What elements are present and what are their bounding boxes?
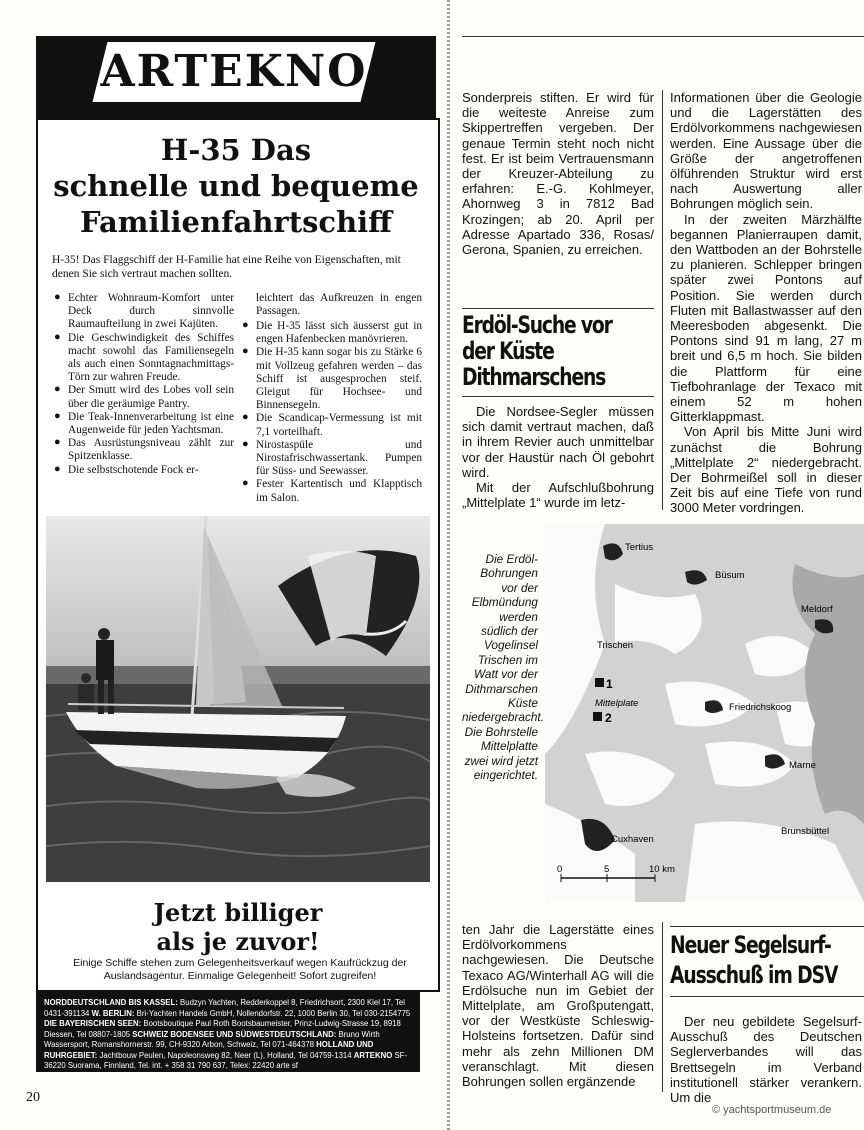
watermark: © yachtsportmuseum.de [712, 1104, 832, 1116]
paragraph: Die Nordsee-Segler müssen sich damit vertraut machen, daß in ihrem Revier auch unmittelbar vor der Haustür nach Öl gebohrt wird. [462, 404, 654, 480]
scale-label: 5 [604, 864, 610, 875]
map-place-label: Friedrichskoog [729, 702, 792, 713]
feature-item: ● Das Ausrüstungsniveau zählt zur Spitzenklasse. [54, 437, 234, 463]
drill-marker [595, 678, 604, 687]
map-place-label: Marne [789, 760, 816, 771]
article-surf-body: Der neu gebildete Segelsurf-Ausschuß des Deutschen Seglerverbandes will das Brettsegeln im Verband institutionell stärker verankern. Um die [670, 1014, 862, 1106]
scale-label: 10 km [649, 864, 675, 875]
headline-line: der Küste [462, 337, 554, 365]
feature-item: ● Nirostaspüle und Nirostafrischwassertank. Pumpen für Süss- und Seewasser. [242, 439, 422, 479]
feature-item: ● Echter Wohnraum-Komfort unter Deck durch sinnvolle Raumaufteilung in zwei Kajüten. [54, 292, 234, 332]
article-oil-right-column [670, 90, 862, 516]
headline-line: Neuer Segelsurf- [670, 931, 831, 959]
dealer-address: Bruno Wirth Wassersport, Romanshornerstr. 99, CH-9320 Arbon, Schweiz, Tel 071-464378 [44, 1029, 380, 1049]
ad-headline-line: als je zuvor! [156, 927, 320, 956]
dealer-address: Bri-Yachten Handels GmbH, Nollendorfstr. 22, 1000 Berlin 30, Tel 030-2154775 [136, 1008, 411, 1018]
headline-rule [670, 996, 864, 997]
ad-headline [40, 898, 436, 956]
ad-title [40, 132, 432, 240]
page-gutter [447, 0, 450, 1130]
sailboat-photo [46, 516, 430, 882]
feature-item: ● Die selbstschotende Fock er- [54, 464, 234, 477]
map-place-label: Meldorf [801, 604, 833, 615]
feature-item: ● Die H-35 kann sogar bis zu Stärke 6 mit Vollzeug gefahren werden – das Schiff ist ausgesprochen steif. Gleigut für Hochsee- und Binnensegeln. [242, 346, 422, 412]
article-oil-continuation: ten Jahr die Lagerstätte eines Erdölvorkommens nachgewiesen. Die Deutsche Texaco AG/Winterhall AG will die Erdölsuche nun im Gebiet der Mittelplate, am Großputengatt, vor der Westküste Schleswig-Holsteins fortsetzen. Dafür sind mehr als zehn Millionen DM veranschlagt. Mit diesen Bohrungen sollen ergänzende [462, 922, 654, 1090]
feature-item: ● Die Geschwindigkeit des Schiffes macht sowohl das Familiensegeln als auch einen Sonntagnachmittags-Törn zur wahren Freude. [54, 332, 234, 385]
oil-drilling-map [545, 524, 864, 902]
sailboat-illustration [46, 516, 430, 882]
paragraph: Informationen über die Geologie und die Lagerstätten des Erdölvorkommens nachgewiesen werden. Eine Aussage über die Größe der angetroffenen ölführenden Struktur wird erst nach Auswertung aller Bohrungen möglich sein. [670, 90, 862, 212]
paragraph: In der zweiten Märzhälfte begannen Planierraupen damit, den Wattboden an der Bohrstelle zu planieren. Schlepper bringen später zwei Pontons auf Position. Sie werden durch Fluten mit Ballastwasser auf den Meeresboden abgesenkt. Die Pontons sind 91 m lang, 27 m breit und 6,5 m hoch. Sie bilden die Plattform für eine Tiefbohranlage der Texaco mit einem 52 m hohen Gitterklappmast. [670, 211, 862, 425]
surf-headline [670, 930, 864, 990]
page-number: 20 [26, 1090, 40, 1105]
headline-rule [462, 396, 654, 397]
dealer-address: Jachtbouw Peulen, Napoleonsweg 82, Neer (L), Holland, Tel 04759-1314 [99, 1050, 352, 1060]
dealer-address: Bootsboutique Paul Roth Bootsbaumeister, Prinz-Ludwig-Strasse 19, 8918 Diessen, Tel 08807-1805 [44, 1019, 401, 1039]
ad-title-line: H-35 Das [160, 133, 312, 167]
dealer-region: W. BERLIN: [91, 1008, 135, 1018]
headline-rule [670, 926, 864, 927]
ad-features-left [54, 292, 234, 477]
paragraph: Von April bis Mitte Juni wird zunächst die Bohrung „Mittelplate 2“ niedergebracht. Der Bohrmeißel soll in dieser Zeit bis auf eine Tiefe von rund 3000 Meter vordringen. [670, 424, 862, 516]
column-divider [662, 922, 663, 1092]
paragraph: Mit der Aufschlußbohrung „Mittelplate 1“ wurde im letz- [462, 480, 654, 511]
dealer-region: SCHWEIZ BODENSEE UND SÜDWESTDEUTSCHLAND: [132, 1029, 337, 1039]
ad-dealer-list [36, 992, 420, 1072]
map-illustration [545, 524, 864, 902]
feature-item: ● Die Teak-Innenverarbeitung ist eine Augenweide für jeden Yachtsman. [54, 411, 234, 437]
dealer-region: NORDDEUTSCHLAND BIS KASSEL: [44, 998, 178, 1007]
scale-label: 0 [557, 864, 563, 875]
ad-intro: H-35! Das Flaggschiff der H-Familie hat eine Reihe von Eigenschaften, mit denen Sie sich vertraut machen sollten. [52, 254, 401, 280]
feature-item: ● Fester Kartentisch und Klapptisch im Salon. [242, 478, 422, 504]
drill-marker [593, 712, 602, 721]
dealer-region: ARTEKNO [353, 1050, 393, 1060]
map-place-label: Mittelplate [595, 698, 639, 709]
map-place-label: Cuxhaven [611, 834, 654, 845]
dealer-address: Budzyn Yachten, Redderkoppel 8, Friedrichsort, 2300 Kiel 17, Tel 0431-391134 [44, 998, 405, 1018]
drill-marker-label: 1 [606, 677, 613, 691]
feature-continuation: leichtert das Aufkreuzen in engen Passagen. [256, 292, 422, 318]
feature-item: ● Die Scandicap-Vermessung ist mit 7,1 vorteilhaft. [242, 412, 422, 438]
headline-line: Dithmarschens [462, 363, 606, 391]
ad-logo: ARTEKNO [100, 46, 368, 97]
ad-headline-line: Jetzt billiger [153, 898, 323, 927]
map-place-label: Brunsbüttel [781, 826, 830, 837]
article-top-column: Sonderpreis stiften. Er wird für die weiteste Anreise zum Skippertreffen vergeben. Der genaue Termin steht noch nicht fest. Er ist beim Vertrauensmann der Kreuzer-Abteilung zu erfahren: E.-G. Kohlmeyer, Ahornweg 3 in 7812 Bad Krozingen; ab 20. April per Adresse Apartado 336, Rosas/ Gerona, Spanien, zu erreichen. [462, 90, 654, 258]
oil-headline [462, 312, 654, 390]
ad-features-right [242, 320, 422, 505]
feature-item: ● Der Smutt wird des Lobes voll sein über die geräumige Pantry. [54, 384, 234, 410]
article-oil-intro [462, 404, 654, 510]
map-place-label: Büsum [715, 570, 745, 581]
map-place-label: Trischen [597, 640, 634, 651]
map-place-label: Tertius [625, 542, 653, 553]
headline-line: Erdöl-Suche vor [462, 311, 612, 339]
dealer-region: DIE BAYERISCHEN SEEN: [44, 1019, 142, 1028]
dealer-region: HOLLAND UND RUHRGEBIET: [44, 1040, 374, 1060]
ad-body: Einige Schiffe stehen zum Gelegenheitsverkauf wegen Kaufrückzug der Auslandsagentur. Einmalige Gelegenheit! Sofort zugreifen! [73, 957, 407, 982]
map-caption: Die Erdöl-Bohrungen vor der Elbmündung werden südlich der Vogelinsel Trischen im Watt vor der Dithmarschen Küste niedergebracht. Die Bohrstelle Mittelplatte zwei wird jetzt eingerichtet. [462, 552, 544, 783]
column-divider [662, 90, 663, 510]
dealer-address: SF-36220 Suorama, Finnland, Tel. int. + 358 31 790 637, Telex: 22420 arte sf [44, 1050, 408, 1070]
headline-line: Ausschuß im DSV [670, 961, 838, 989]
ad-title-line: Familienfahrtschiff [80, 205, 392, 239]
feature-item: ● Die H-35 lässt sich äusserst gut in engen Hafenbecken manövrieren. [242, 320, 422, 346]
headline-rule [462, 308, 654, 309]
ad-title-line: schnelle und bequeme [53, 169, 419, 203]
top-rule [462, 36, 864, 37]
drill-marker-label: 2 [605, 711, 612, 725]
